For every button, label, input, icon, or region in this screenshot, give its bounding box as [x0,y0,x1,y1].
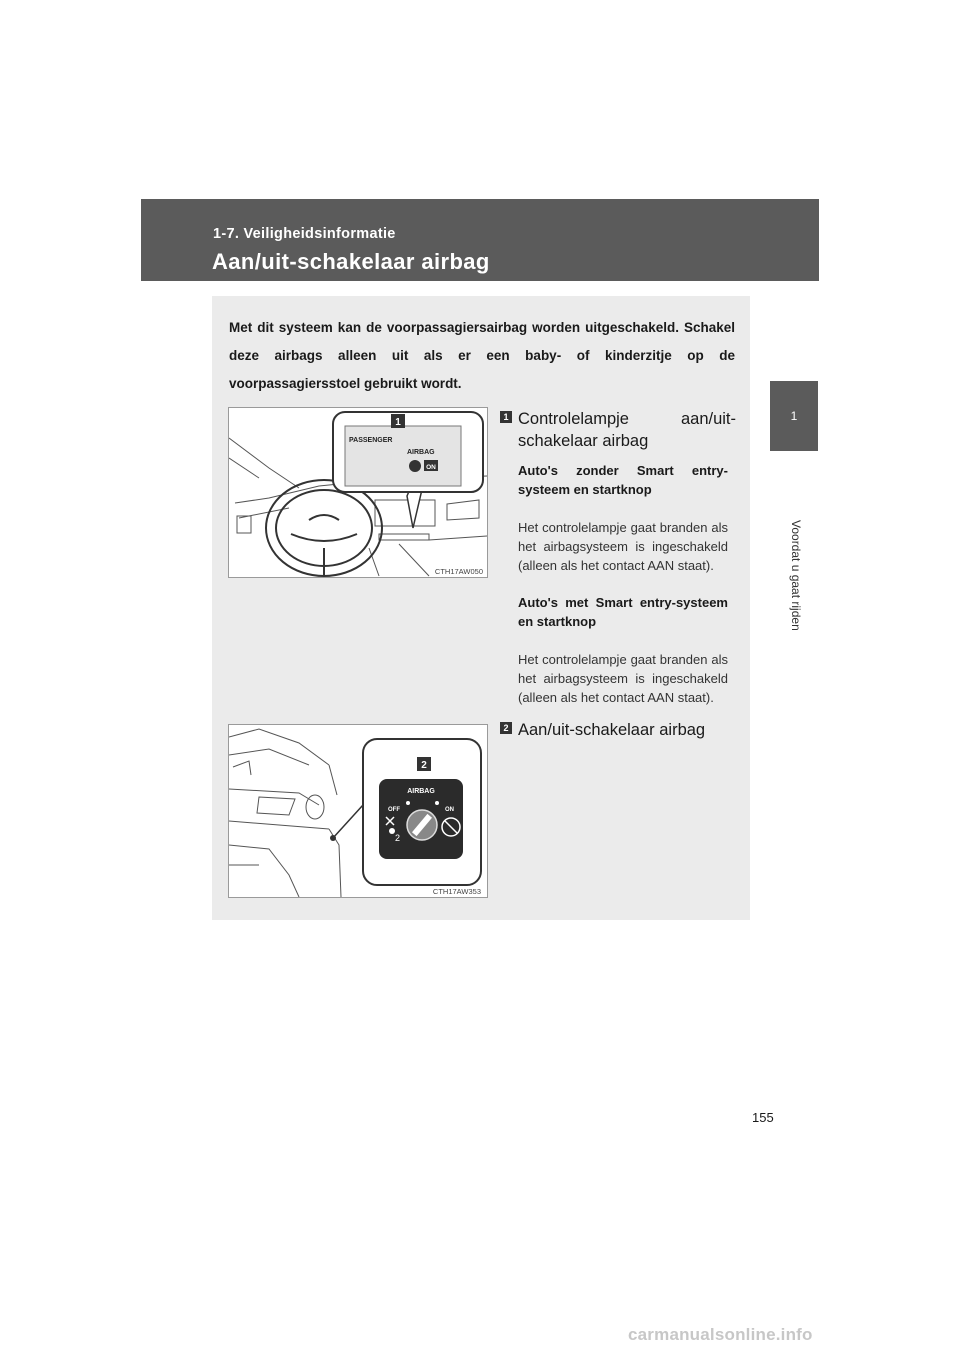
switch-title: AIRBAG [407,788,435,795]
switch-off-label: OFF [388,807,400,813]
page-title: Aan/uit-schakelaar airbag [212,249,490,274]
item-indicator-lamp [500,408,736,452]
dashboard-illustration [229,408,487,577]
watermark: carmanualsonline.info [628,1325,813,1344]
switch-on-label: ON [445,807,454,813]
item-heading: Aan/uit-schakelaar airbag [518,721,706,739]
item-heading: Controlelampje aan/uit-schakelaar airbag [518,410,736,450]
item-airbag-switch [500,719,736,741]
section-title: 1-7. Veiligheidsinformatie [213,226,396,242]
content-panel [212,296,750,920]
lamp-on-label: ON [426,464,436,471]
switch-figure [228,724,488,898]
lamp-label-passenger: PASSENGER [349,437,393,444]
variant-heading: Auto's zonder Smart entry-systeem en startknop [518,463,728,497]
passenger-seat-icon [409,460,421,472]
chapter-tab: 1 [770,381,818,451]
variant-description: Het controlelampje gaat branden als het airbagsysteem is ingeschakeld (alleen als het contact AAN staat). [518,652,728,705]
svg-text:2: 2 [395,833,401,843]
lamp-label-airbag: AIRBAG [407,449,435,456]
page-number: 155 [752,1110,774,1125]
figure-code: CTH17AW353 [432,887,481,896]
intro-text: Met dit systeem kan de voorpassagiersairbag worden uitgeschakeld. Schakel deze airbags alleen uit als er een baby- of kinderzitje op de voorpassagiersstoel gebruikt wordt. [229,320,735,391]
variant-heading: Auto's met Smart entry-systeem en startknop [518,595,728,629]
page-header [141,199,819,281]
item-number: 2 [500,722,512,734]
switch-illustration [229,725,487,897]
chapter-label: Voordat u gaat rijden [789,520,803,631]
dashboard-figure [228,407,488,578]
variant-description: Het controlelampje gaat branden als het airbagsysteem is ingeschakeld (alleen als het contact AAN staat). [518,520,728,573]
figure-code: CTH17AW050 [434,567,483,576]
figure-callout: 2 [421,760,427,771]
figure-callout: 1 [395,417,401,428]
item-number: 1 [500,411,512,423]
